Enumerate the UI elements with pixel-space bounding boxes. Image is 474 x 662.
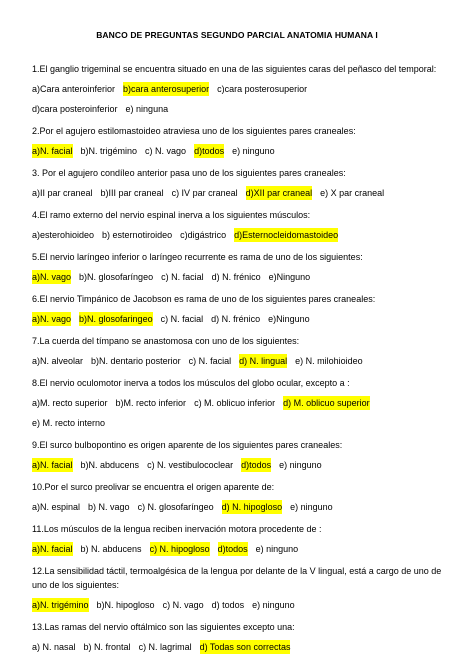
answer-option: e) X par craneal	[320, 188, 385, 198]
answer-option: e) ninguno	[290, 502, 333, 512]
answer-option: e) M. recto interno	[32, 418, 106, 428]
answer-option: c) N. vestibulococlear	[147, 460, 234, 470]
answer-options-row	[32, 458, 446, 472]
answer-option: d) todos	[211, 600, 245, 610]
highlighted-answer-option: b)N. glosofaringeo	[79, 314, 153, 324]
question-block	[32, 166, 446, 208]
page-title: BANCO DE PREGUNTAS SEGUNDO PARCIAL ANATOMIA HUMANA I	[96, 30, 378, 40]
answer-option: a)II par craneal	[32, 188, 93, 198]
question-list	[32, 62, 446, 662]
answer-option: e) ninguno	[252, 600, 295, 610]
answer-option: c) N. facial	[160, 314, 204, 324]
question-text: 7.La cuerda del tímpano se anastomosa con uno de los siguientes:	[32, 336, 300, 346]
answer-option: c) N. glosofaríngeo	[137, 502, 214, 512]
answer-option: a)Cara anteroinferior	[32, 84, 116, 94]
answer-option: b)III par craneal	[100, 188, 164, 198]
answer-options-row	[32, 500, 446, 514]
question-block	[32, 208, 446, 250]
answer-option: e) ninguno	[279, 460, 322, 470]
answer-option: b)N. glosofaríngeo	[79, 272, 154, 282]
answer-option: b) N. abducens	[80, 544, 142, 554]
answer-option: e) N. milohioideo	[295, 356, 363, 366]
answer-option: d) N. frénico	[211, 272, 261, 282]
highlighted-answer-option: b)cara anterosuperior	[123, 84, 210, 94]
question-text: 3. Por el agujero condíleo anterior pasa uno de los siguientes pares craneales:	[32, 168, 346, 178]
answer-option: b) esternotiroideo	[102, 230, 173, 240]
question-block	[32, 620, 446, 662]
question-text: 9.El surco bulbopontino es origen aparente de los siguientes pares craneales:	[32, 440, 343, 450]
highlighted-answer-option: c) N. hipogloso	[149, 544, 210, 554]
highlighted-answer-option: d)Esternocleidomastoideo	[234, 230, 339, 240]
highlighted-answer-option: a)N. trigémino	[32, 600, 89, 610]
answer-option: c)digástrico	[180, 230, 227, 240]
answer-option: b)N. abducens	[80, 460, 140, 470]
answer-option: b) N. frontal	[83, 642, 131, 652]
question-text: 8.El nervio oculomotor inerva a todos los músculos del globo ocular, excepto a :	[32, 378, 350, 388]
answer-options-row	[32, 354, 446, 368]
answer-options-row	[32, 82, 446, 96]
answer-option: b) N. vago	[88, 502, 130, 512]
highlighted-answer-option: d) Todas son correctas	[199, 642, 291, 652]
answer-options-row	[32, 542, 446, 556]
answer-option: e)Ninguno	[268, 314, 310, 324]
highlighted-answer-option: d)todos	[217, 544, 248, 554]
answer-option: b)N. trigémino	[80, 146, 138, 156]
highlighted-answer-option: d)todos	[241, 460, 272, 470]
answer-option: c) N. vago	[162, 600, 204, 610]
question-block	[32, 124, 446, 166]
answer-option: a)N. espinal	[32, 502, 81, 512]
highlighted-answer-option: a)N. facial	[32, 146, 73, 156]
answer-options-row	[32, 102, 446, 116]
answer-option: a)N. alveolar	[32, 356, 84, 366]
highlighted-answer-option: a)N. vago	[32, 314, 72, 324]
answer-option: c) N. facial	[188, 356, 232, 366]
answer-option: d)cara posteroinferior	[32, 104, 118, 114]
answer-option: b)M. recto inferior	[115, 398, 187, 408]
highlighted-answer-option: d)XII par craneal	[245, 188, 313, 198]
answer-option: c) M. oblicuo inferior	[194, 398, 276, 408]
question-block	[32, 522, 446, 564]
answer-options-row	[32, 416, 446, 430]
question-text: 5.El nervio laríngeo inferior o laríngeo recurrente es rama de uno de los siguientes:	[32, 252, 363, 262]
highlighted-answer-option: a)N. vago	[32, 272, 72, 282]
answer-options-row	[32, 598, 446, 612]
question-block	[32, 564, 446, 620]
question-text: 1.El ganglio trigeminal se encuentra situado en una de las siguientes caras del peñasco del temporal:	[32, 64, 437, 74]
answer-option: c)cara posterosuperior	[217, 84, 308, 94]
question-block	[32, 376, 446, 438]
answer-option: e) ninguno	[255, 544, 299, 554]
answer-options-row	[32, 144, 446, 158]
highlighted-answer-option: a)N. facial	[32, 544, 73, 554]
answer-option: e)Ninguno	[268, 272, 311, 282]
answer-option: d) N. frénico	[211, 314, 261, 324]
answer-option: c) N. facial	[161, 272, 204, 282]
highlighted-answer-option: d) N. hipogloso	[221, 502, 283, 512]
answer-options-row	[32, 396, 446, 410]
answer-option: e) ninguna	[125, 104, 169, 114]
question-text: 13.Las ramas del nervio oftálmico son las siguientes excepto una:	[32, 622, 295, 632]
question-block	[32, 438, 446, 480]
question-text: 6.El nervio Timpánico de Jacobson es rama de uno de los siguientes pares craneales:	[32, 294, 376, 304]
highlighted-answer-option: d)todos	[194, 146, 225, 156]
question-block	[32, 250, 446, 292]
question-block	[32, 62, 446, 124]
question-text: 2.Por el agujero estilomastoideo atraviesa uno de los siguientes pares craneales:	[32, 126, 356, 136]
question-text: 11.Los músculos de la lengua reciben inervación motora procedente de :	[32, 524, 322, 534]
answer-option: a)M. recto superior	[32, 398, 108, 408]
highlighted-answer-option: a)N. facial	[32, 460, 73, 470]
question-block	[32, 292, 446, 334]
answer-options-row	[32, 228, 446, 242]
answer-option: c) IV par craneal	[171, 188, 238, 198]
highlighted-answer-option: d) N. lingual	[239, 356, 288, 366]
highlighted-answer-option: d) M. oblicuo superior	[283, 398, 370, 408]
question-block	[32, 480, 446, 522]
answer-options-row	[32, 186, 446, 200]
question-text: 10.Por el surco preolivar se encuentra el origen aparente de:	[32, 482, 275, 492]
question-text: 4.El ramo externo del nervio espinal inerva a los siguientes músculos:	[32, 210, 311, 220]
answer-option: b)N. dentario posterior	[91, 356, 181, 366]
answer-option: c) N. vago	[145, 146, 187, 156]
question-text: 12.La sensibilidad táctil, termoalgésica de la lengua por delante de la V lingual, está a cargo de uno de uno de los siguientes:	[32, 566, 442, 590]
answer-options-row	[32, 312, 446, 326]
answer-option: c) N. lagrimal	[138, 642, 192, 652]
question-block	[32, 334, 446, 376]
answer-options-row	[32, 640, 446, 654]
answer-option: a)esterohioideo	[32, 230, 95, 240]
answer-options-row	[32, 270, 446, 284]
answer-option: a) N. nasal	[32, 642, 76, 652]
answer-option: b)N. hipogloso	[96, 600, 155, 610]
answer-option: e) ninguno	[232, 146, 275, 156]
